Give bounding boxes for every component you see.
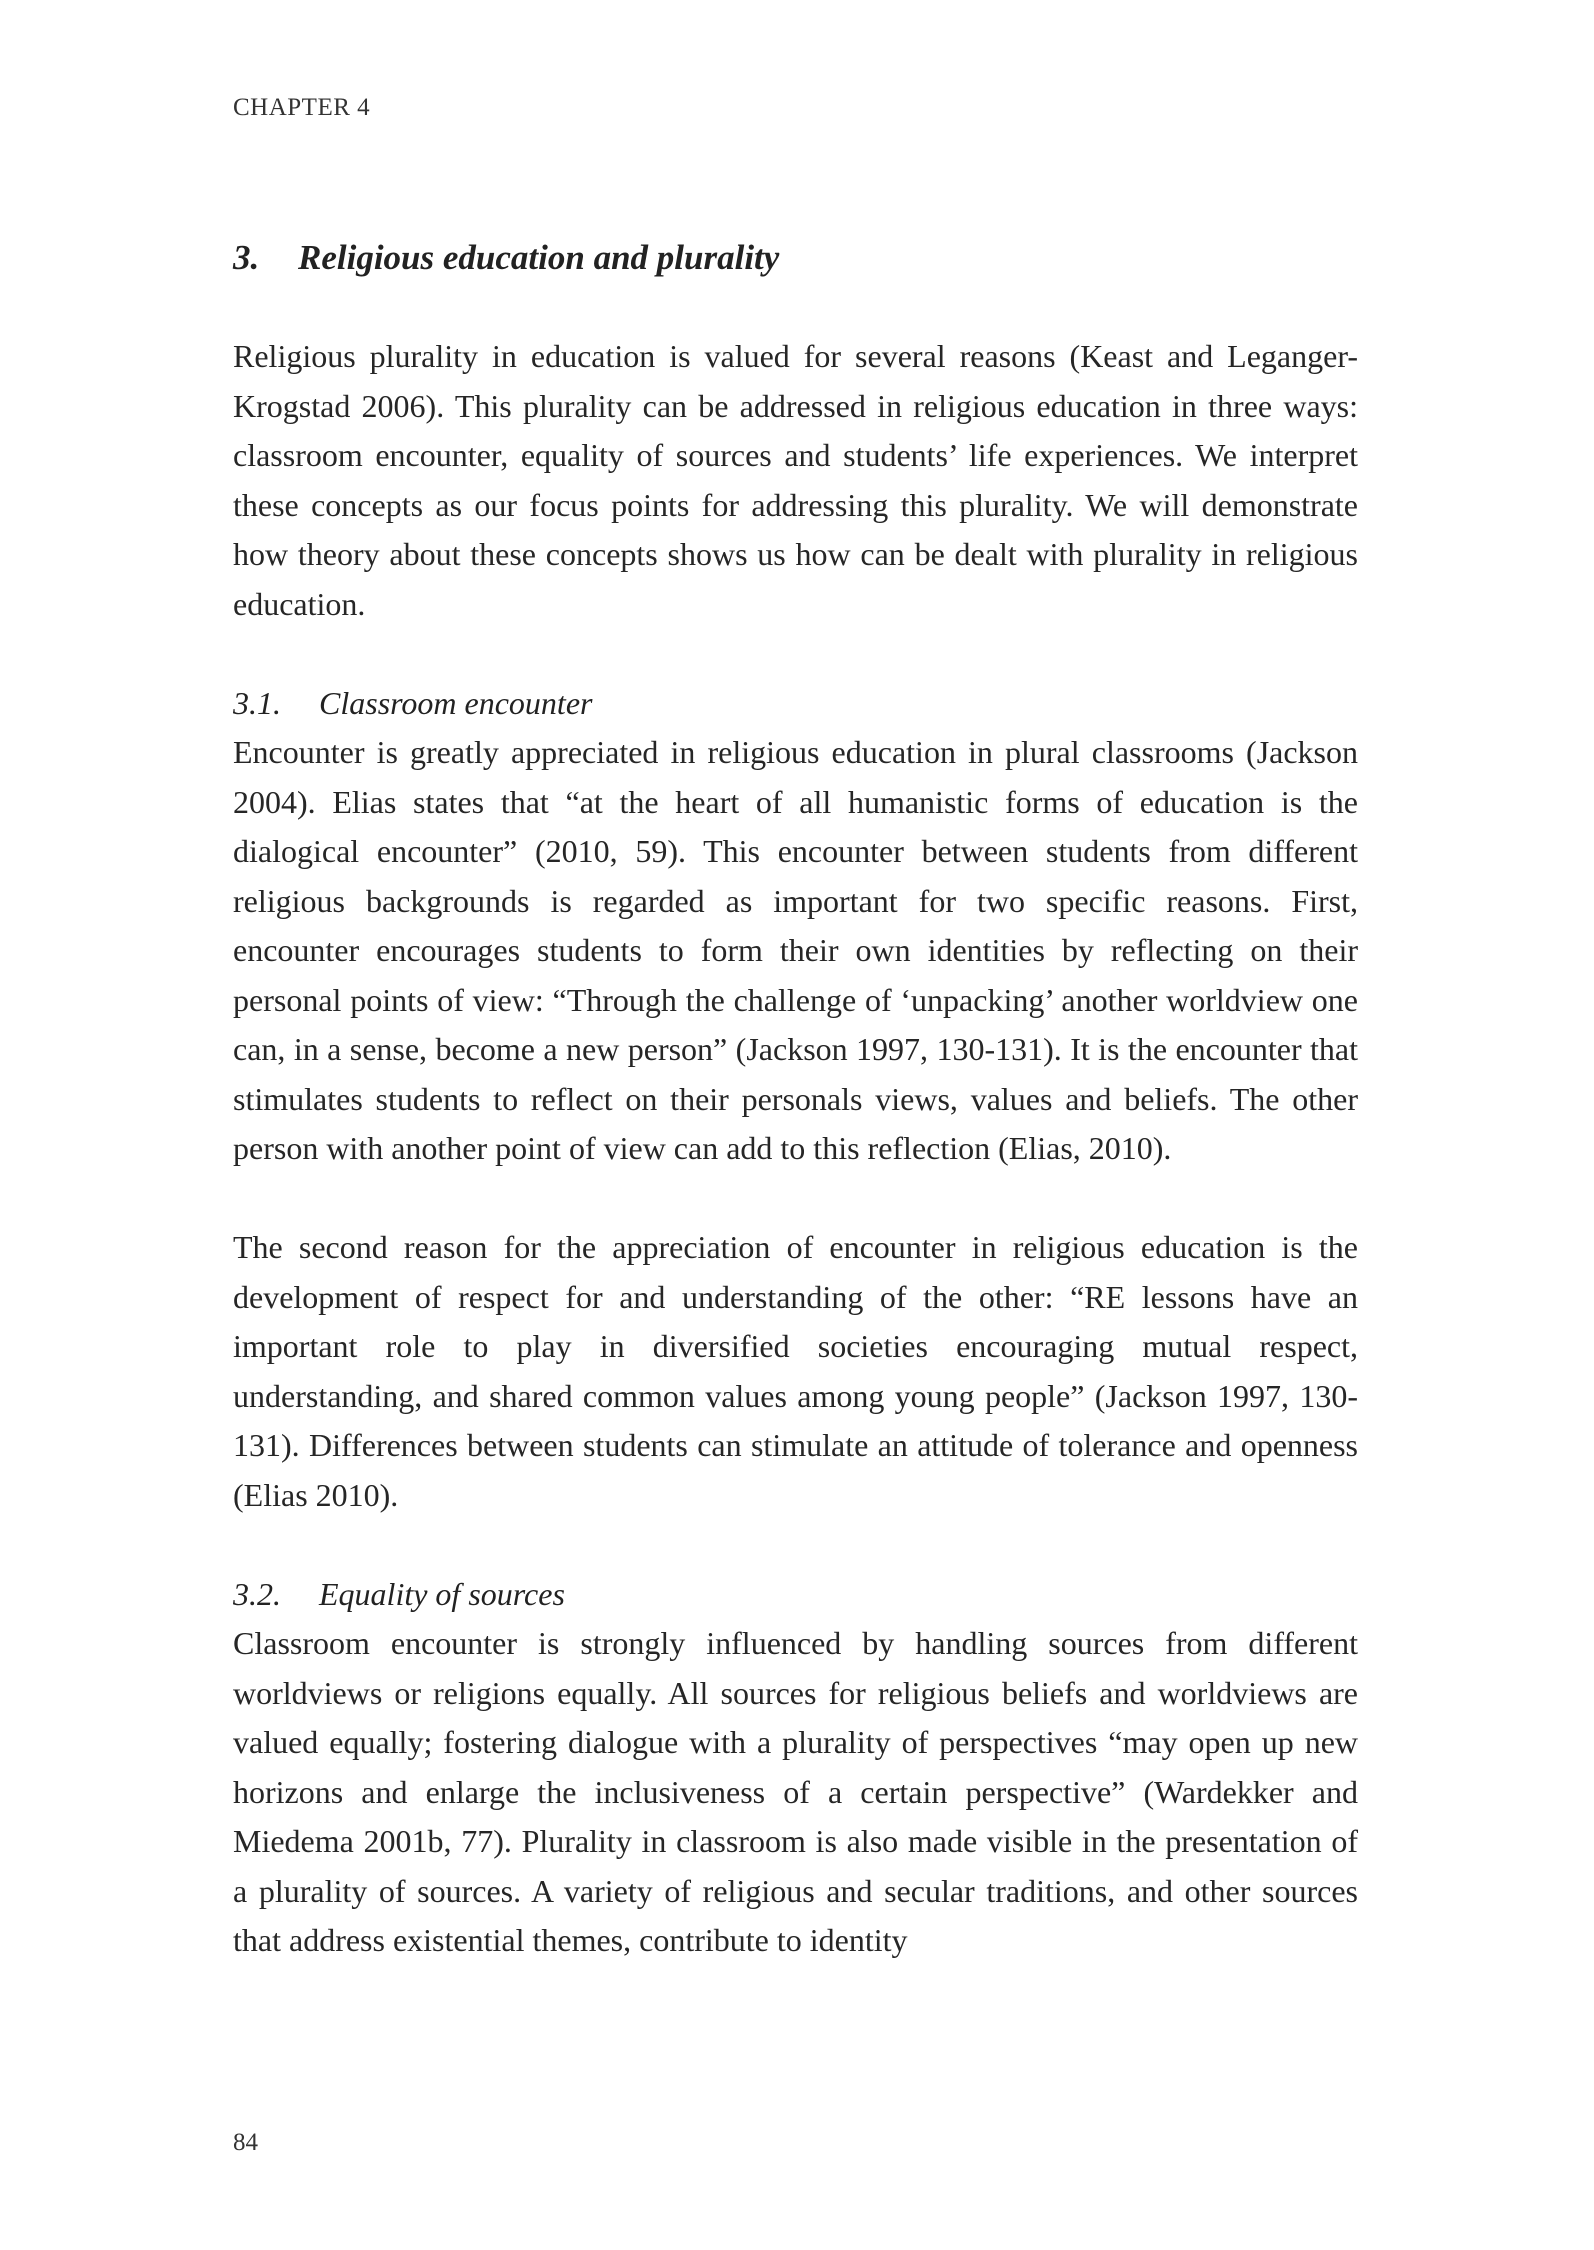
spacer [233, 1520, 1358, 1570]
subsection-title: Classroom encounter [319, 684, 593, 721]
paragraph: Classroom encounter is strongly influenced by handling sources from different worldviews or religions equally. All sources for religious beliefs and worldviews are valued equally; fostering dialogue with a plurality of perspectives “may open up new horizons and enlarge the inclusiveness of a certain perspective” (Wardekker and Miedema 2001b, 77). Plurality in classroom is also made visible in the presentation of a plurality of sources. A variety of religious and secular traditions, and other sources that address existential themes, contribute to identity [233, 1625, 1358, 1958]
paragraph: Encounter is greatly appreciated in religious education in plural classrooms (Jackson 2004). Elias states that “at the heart of all humanistic forms of education is the dialogical encounter” (2010, 59). This encounter between students from different religious backgrounds is regarded as important for two specific reasons. First, encounter encourages students to form their own identities by reflecting on their personal points of view: “Through the challenge of ‘unpacking’ another worldview one can, in a sense, become a new person” (Jackson 1997, 130-131). It is the encounter that stimulates students to reflect on their personals views, values and beliefs. The other person with another point of view can add to this reflection (Elias, 2010). [233, 734, 1358, 1166]
running-head: CHAPTER 4 [233, 94, 371, 121]
section-intro-paragraph: Religious plurality in education is valued for several reasons (Keast and Leganger-Krogstad 2006). This plurality can be addressed in religious education in three ways: classroom encounter, equality of sources and students’ life experiences. We interpret these concepts as our focus points for addressing this plurality. We will demonstrate how theory about these concepts shows us how can be dealt with plurality in religious education. [233, 338, 1358, 622]
spacer [233, 629, 1358, 679]
section-title: Religious education and plurality [298, 238, 780, 277]
section-number: 3. [233, 238, 260, 277]
spacer [233, 1174, 1358, 1224]
subsection-heading-classroom-encounter [233, 679, 1358, 729]
subsection-number: 3.1. [233, 684, 281, 721]
subsection-heading-equality-of-sources [233, 1570, 1358, 1620]
page-content [233, 224, 1358, 1966]
paragraph: The second reason for the appreciation of encounter in religious education is the development of respect for and understanding of the other: “RE lessons have an important role to play in diversified societies encouraging mutual respect, understanding, and shared common values among young people” (Jackson 1997, 130-131). Differences between students can stimulate an attitude of tolerance and openness (Elias 2010). [233, 1229, 1358, 1513]
subsection-title: Equality of sources [319, 1575, 565, 1612]
subsection-number: 3.2. [233, 1575, 281, 1612]
page-number: 84 [233, 2129, 258, 2156]
section-heading [233, 236, 1358, 280]
